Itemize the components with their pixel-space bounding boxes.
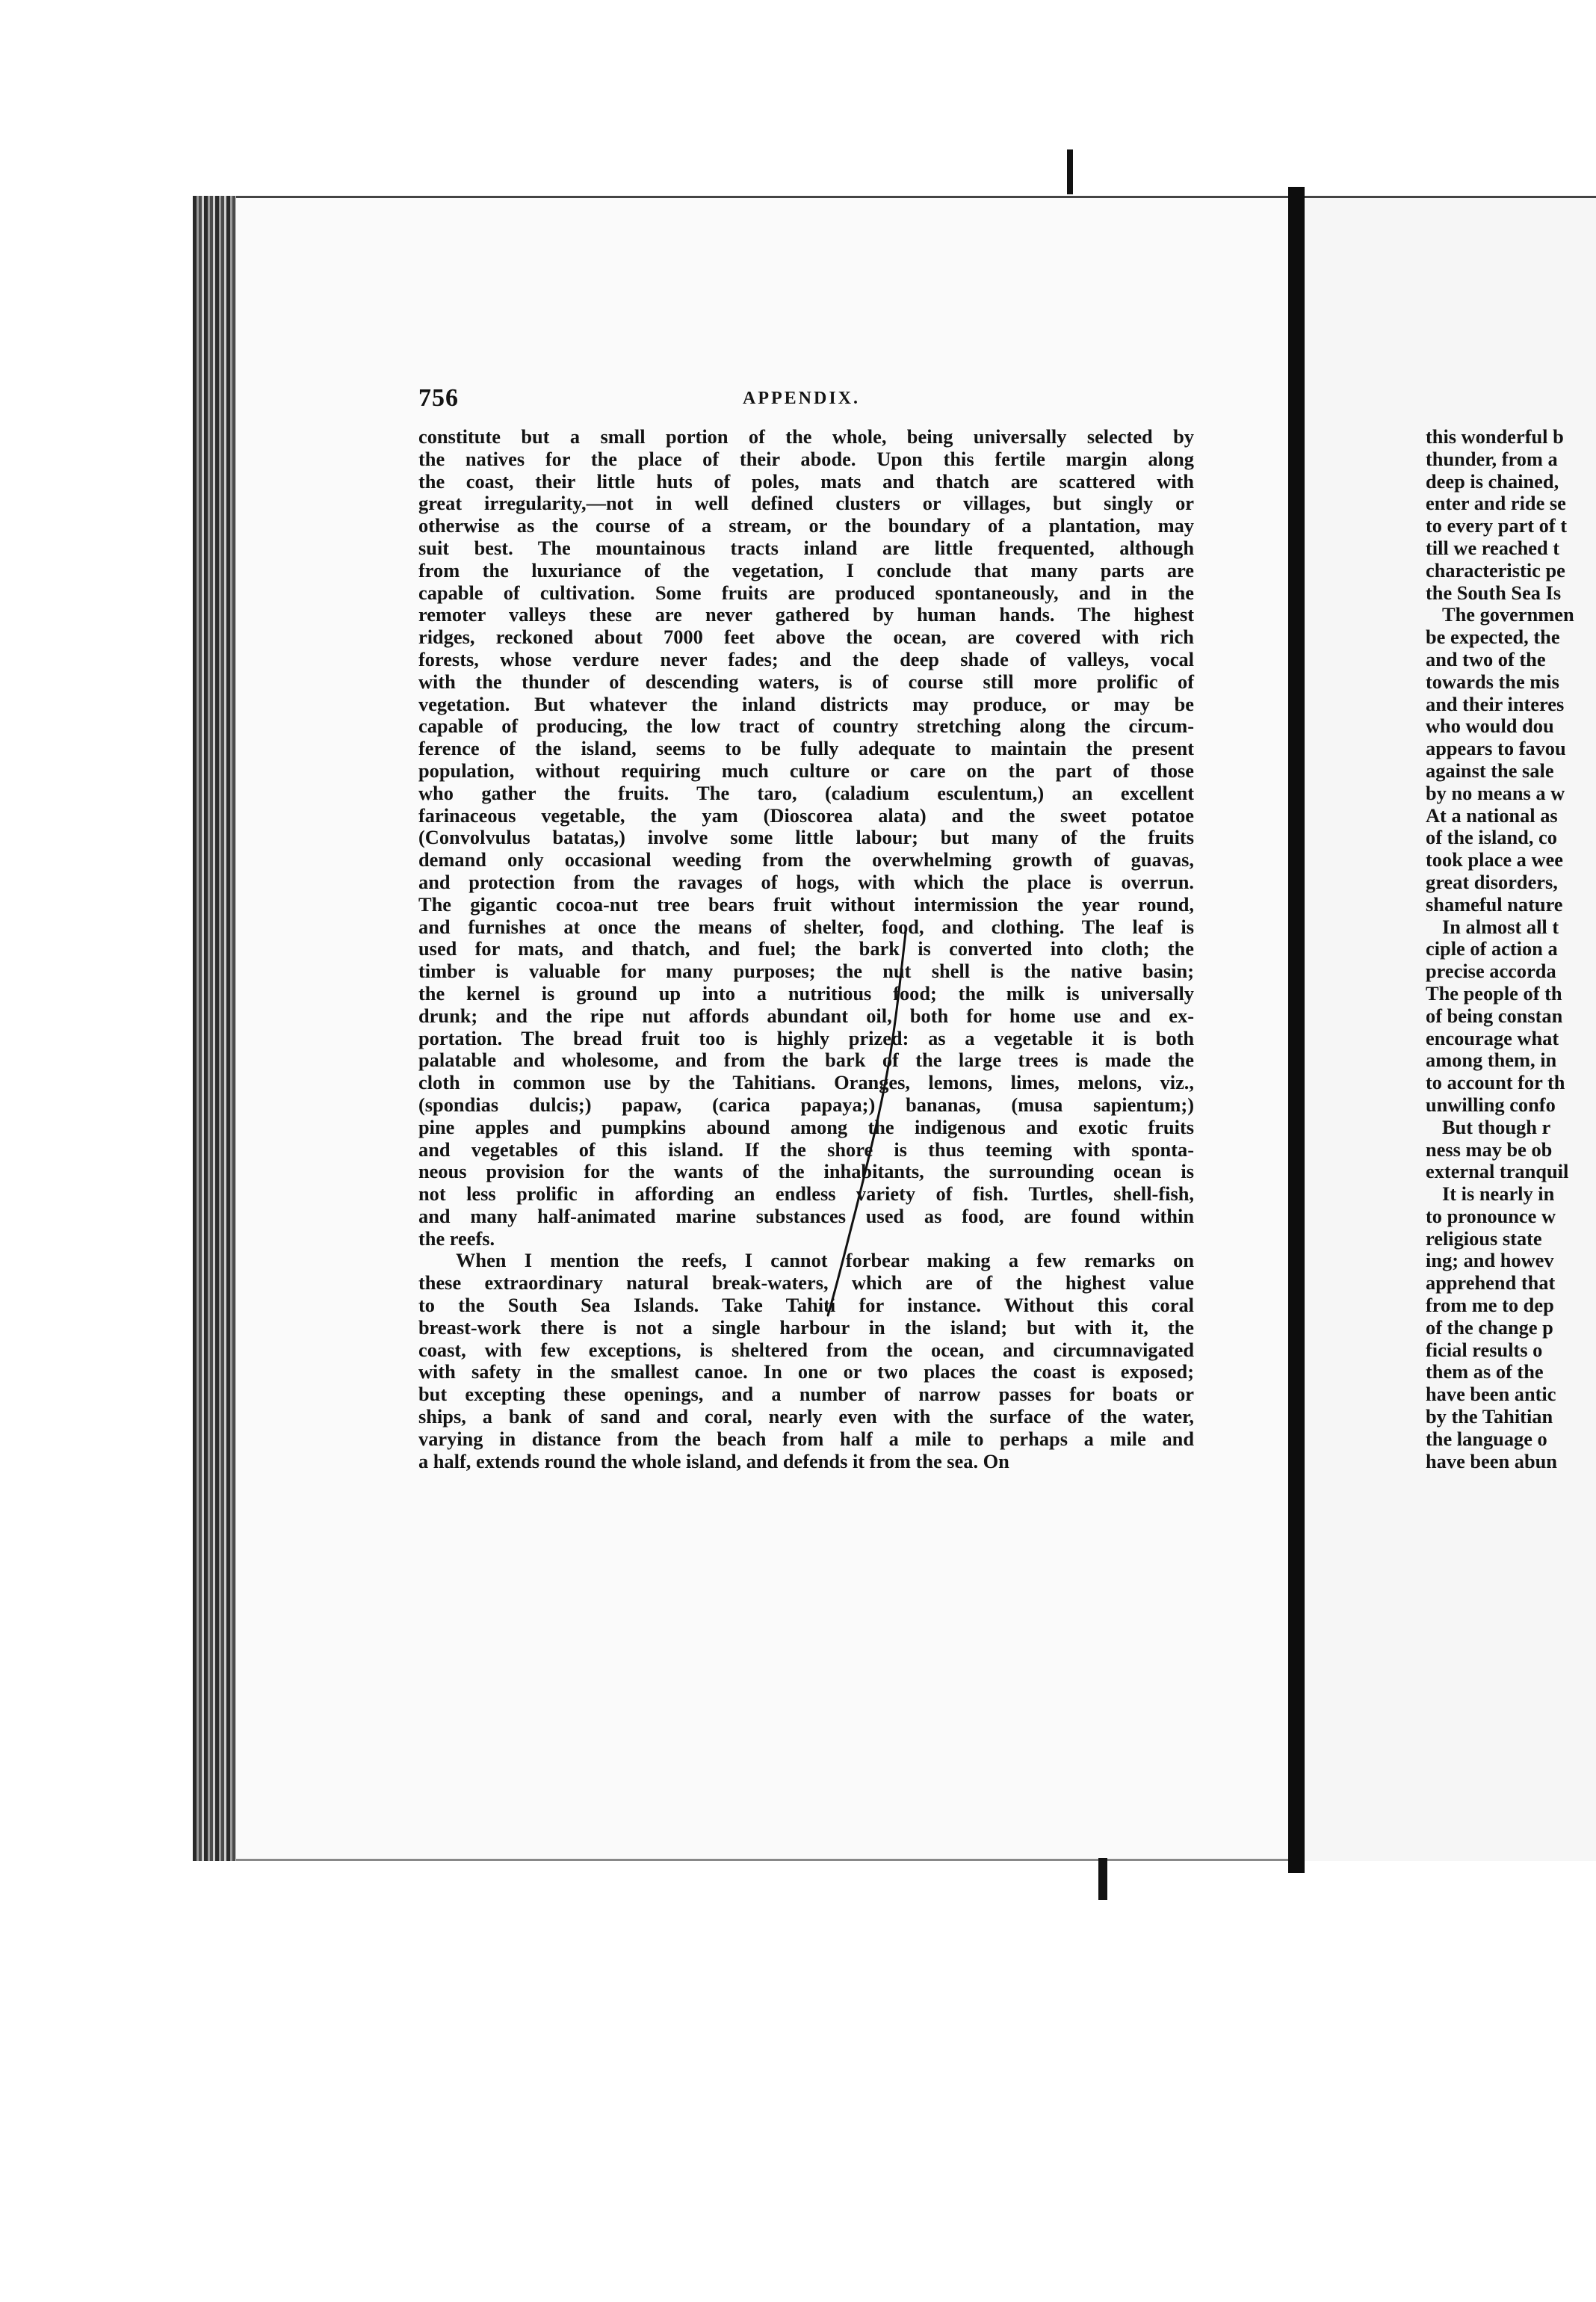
text-line: ships, a bank of sand and coral, nearly even with the surface of the water, <box>418 1405 1194 1428</box>
text-line: The people of th <box>1426 981 1562 1005</box>
text-line: unwilling confo <box>1426 1093 1556 1116</box>
text-line: and their interes <box>1426 692 1565 715</box>
text-line: otherwise as the course of a stream, or the boundary of a plantation, may <box>418 514 1194 537</box>
text-line: population, without requiring much culture or care on the part of those <box>418 759 1194 782</box>
text-line: The governmen <box>1442 603 1574 626</box>
running-head: APPENDIX. <box>743 389 860 408</box>
text-line: among them, in <box>1426 1049 1557 1072</box>
text-line: great disorders, <box>1426 870 1558 893</box>
text-line: by the Tahitian <box>1426 1405 1553 1428</box>
text-line: ference of the island, seems to be fully adequate to maintain the present <box>418 737 1194 760</box>
text-line: apprehend that <box>1426 1271 1556 1295</box>
text-line: but excepting these openings, and a number of narrow passes for boats or <box>418 1383 1194 1406</box>
text-line: with safety in the smallest canoe. In one or two places the coast is exposed; <box>418 1360 1194 1383</box>
text-line: have been antic <box>1426 1383 1556 1406</box>
text-line: have been abun <box>1426 1449 1557 1472</box>
text-line: who would dou <box>1426 715 1554 738</box>
text-line: (Convolvulus batatas,) involve some little labour; but many of the fruits <box>418 826 1194 849</box>
text-line: and protection from the ravages of hogs, with which the place is overrun. <box>418 870 1194 893</box>
text-line: took place a wee <box>1426 848 1563 871</box>
text-line: by no means a w <box>1426 781 1565 804</box>
text-line: and furnishes at once the means of shelter, food, and clothing. The leaf is <box>418 915 1194 938</box>
text-line: cloth in common use by the Tahitians. Oranges, lemons, limes, melons, viz., <box>418 1071 1194 1094</box>
text-line: breast-work there is not a single harbour in the island; but with it, the <box>418 1315 1194 1339</box>
book-spine <box>193 196 236 1861</box>
text-line: vegetation. But whatever the inland districts may produce, or may be <box>418 692 1194 715</box>
text-line: ness may be ob <box>1426 1138 1553 1161</box>
text-line: religious state <box>1426 1226 1542 1250</box>
text-line: demand only occasional weeding from the overwhelming growth of guavas, <box>418 848 1194 871</box>
text-line: enter and ride se <box>1426 492 1566 515</box>
page-number: 756 <box>418 384 459 412</box>
text-line: coast, with few exceptions, is sheltered from the ocean, and circumnavigated <box>418 1338 1194 1361</box>
text-line: In almost all t <box>1442 915 1559 938</box>
text-line: shameful nature <box>1426 892 1563 916</box>
text-line: pine apples and pumpkins abound among the indigenous and exotic fruits <box>418 1115 1194 1138</box>
binding-tab-top <box>1067 149 1073 194</box>
text-line: farinaceous vegetable, the yam (Dioscorea alata) and the sweet potatoe <box>418 803 1194 827</box>
left-page-body-text <box>418 426 1194 1472</box>
text-line: varying in distance from the beach from half a mile to perhaps a mile and <box>418 1427 1194 1450</box>
text-line: But though r <box>1442 1115 1551 1138</box>
text-line: external tranquil <box>1426 1160 1569 1183</box>
text-line: be expected, the <box>1426 626 1560 649</box>
text-line: to pronounce w <box>1426 1204 1556 1227</box>
text-line: (spondias dulcis;) papaw, (carica papaya;) bananas, (musa sapientum;) <box>418 1093 1194 1116</box>
text-line: thunder, from a <box>1426 447 1558 470</box>
text-line: ciple of action a <box>1426 937 1558 960</box>
text-line: this wonderful b <box>1426 426 1564 448</box>
text-line: neous provision for the wants of the inhabitants, the surrounding ocean is <box>418 1160 1194 1183</box>
text-line: a half, extends round the whole island, and defends it from the sea. On <box>418 1449 1009 1472</box>
text-line: of the island, co <box>1426 826 1557 849</box>
text-line: the South Sea Is <box>1426 581 1562 604</box>
text-line: these extraordinary natural break-waters, which are of the highest value <box>418 1271 1194 1295</box>
text-line: not less prolific in affording an endless variety of fish. Turtles, shell-fish, <box>418 1182 1194 1206</box>
text-line: used for mats, and thatch, and fuel; the bark is converted into cloth; the <box>418 937 1194 960</box>
text-line: the kernel is ground up into a nutritious food; the milk is universally <box>418 981 1194 1005</box>
text-line: palatable and wholesome, and from the bark of the large trees is made the <box>418 1049 1194 1072</box>
text-line: deep is chained, <box>1426 469 1559 493</box>
text-line: encourage what <box>1426 1026 1559 1049</box>
text-line: to account for th <box>1426 1071 1565 1094</box>
text-line: timber is valuable for many purposes; the nut shell is the native basin; <box>418 960 1194 983</box>
text-line: forests, whose verdure never fades; and the deep shade of valleys, vocal <box>418 647 1194 670</box>
text-line: from me to dep <box>1426 1294 1554 1317</box>
text-line: It is nearly in <box>1442 1182 1555 1206</box>
text-line: ficial results o <box>1426 1338 1543 1361</box>
text-line: the coast, their little huts of poles, mats and thatch are scattered with <box>418 469 1194 493</box>
text-line: till we reached t <box>1426 536 1560 559</box>
text-line: and many half-animated marine substances used as food, are found within <box>418 1204 1194 1227</box>
text-line: ing; and howev <box>1426 1249 1554 1272</box>
text-line: portation. The bread fruit too is highly prized: as a vegetable it is both <box>418 1026 1194 1049</box>
text-line: of being constan <box>1426 1004 1563 1027</box>
text-line: capable of cultivation. Some fruits are produced spontaneously, and in the <box>418 581 1194 604</box>
text-line: precise accorda <box>1426 960 1556 983</box>
text-line: the reefs. <box>418 1226 495 1250</box>
text-line: great irregularity,—not in well defined clusters or villages, but singly or <box>418 492 1194 515</box>
text-line: who gather the fruits. The taro, (caladium esculentum,) an excellent <box>418 781 1194 804</box>
text-line: from the luxuriance of the vegetation, I conclude that many parts are <box>418 558 1194 581</box>
page-gutter <box>1288 187 1305 1873</box>
text-line: When I mention the reefs, I cannot forbear making a few remarks on <box>456 1249 1194 1272</box>
text-line: ridges, reckoned about 7000 feet above the ocean, are covered with rich <box>418 626 1194 649</box>
text-line: the language o <box>1426 1427 1547 1450</box>
text-line: appears to favou <box>1426 737 1566 760</box>
page-header <box>418 384 1225 414</box>
text-line: them as of the <box>1426 1360 1544 1383</box>
text-line: The gigantic cocoa-nut tree bears fruit without intermission the year round, <box>418 892 1194 916</box>
text-line: of the change p <box>1426 1315 1553 1339</box>
right-page-cropped-text <box>1426 426 1596 1472</box>
text-line: At a national as <box>1426 803 1558 827</box>
text-line: capable of producing, the low tract of country stretching along the circum- <box>418 715 1194 738</box>
text-line: against the sale <box>1426 759 1554 782</box>
text-line: characteristic pe <box>1426 558 1565 581</box>
text-line: suit best. The mountainous tracts inland are little frequented, although <box>418 536 1194 559</box>
text-line: remoter valleys these are never gathered by human hands. The highest <box>418 603 1194 626</box>
text-line: the natives for the place of their abode. Upon this fertile margin along <box>418 447 1194 470</box>
text-line: to every part of t <box>1426 514 1568 537</box>
text-line: and vegetables of this island. If the shore is thus teeming with sponta- <box>418 1138 1194 1161</box>
text-line: and two of the <box>1426 647 1546 670</box>
text-line: with the thunder of descending waters, is of course still more prolific of <box>418 670 1194 693</box>
text-line: towards the mis <box>1426 670 1559 693</box>
text-line: drunk; and the ripe nut affords abundant oil, both for home use and ex- <box>418 1004 1194 1027</box>
text-line: to the South Sea Islands. Take Tahiti for instance. Without this coral <box>418 1294 1194 1317</box>
binding-tab-bottom <box>1098 1858 1107 1900</box>
text-line: constitute but a small portion of the whole, being universally selected by <box>418 425 1194 448</box>
